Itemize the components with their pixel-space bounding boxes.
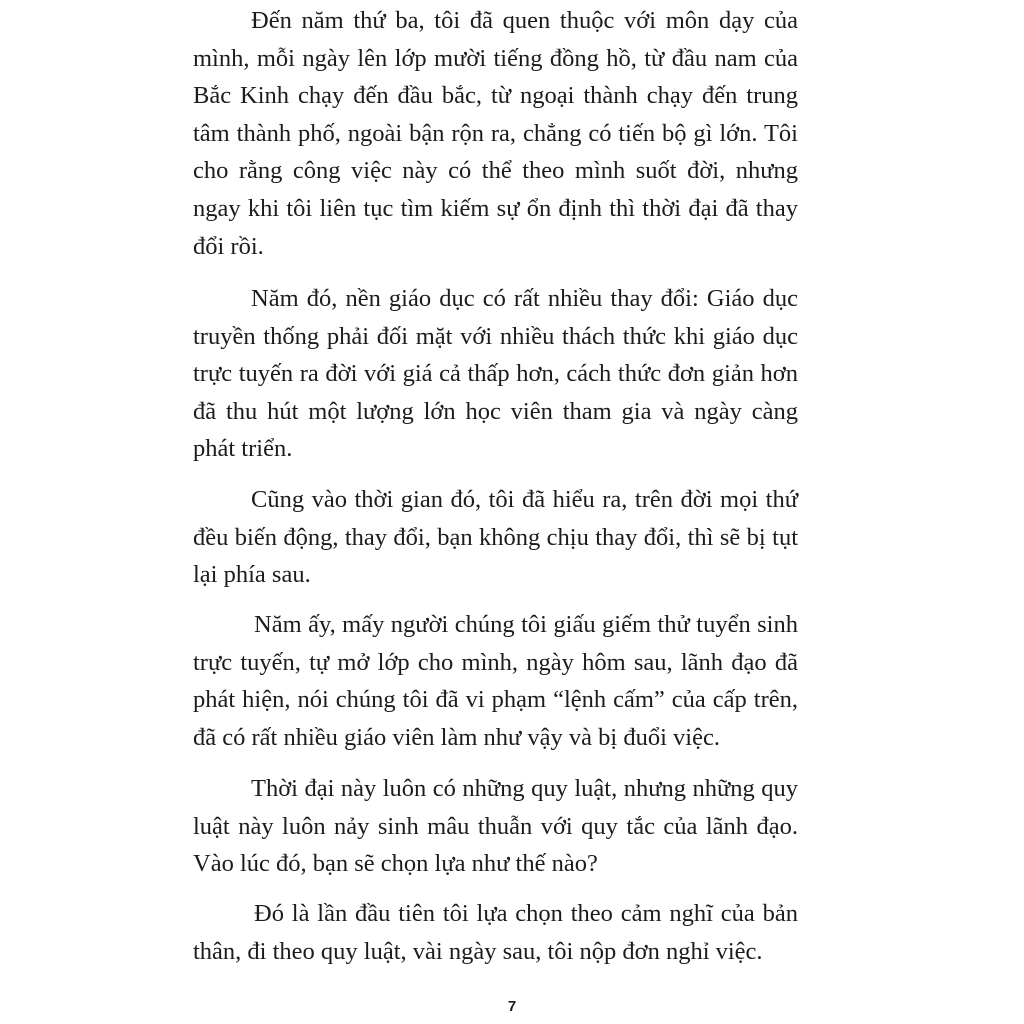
page-number: 7 — [507, 998, 517, 1015]
paragraph-3 — [193, 481, 798, 594]
text-line: tâm thành phố, ngoài bận rộn ra, chẳng có tiến bộ gì lớn. Tôi — [193, 119, 798, 147]
text-line: Vào lúc đó, bạn sẽ chọn lựa như thế nào? — [193, 850, 598, 878]
text-line: Bắc Kinh chạy đến đầu bắc, từ ngoại thành chạy đến trung — [193, 82, 798, 110]
paragraph-5 — [193, 770, 798, 883]
paragraph-4 — [193, 606, 798, 756]
text-line: mình, mỗi ngày lên lớp mười tiếng đồng hồ, từ đầu nam của — [193, 44, 798, 72]
text-line: Năm ấy, mấy người chúng tôi giấu giếm thử tuyển sinh — [254, 611, 798, 638]
text-line: cho rằng công việc này có thể theo mình suốt đời, nhưng — [193, 157, 798, 185]
paragraph-2 — [193, 280, 798, 468]
text-line: Cũng vào thời gian đó, tôi đã hiểu ra, trên đời mọi thứ — [251, 486, 798, 513]
text-line: luật này luôn nảy sinh mâu thuẫn với quy tắc của lãnh đạo. — [193, 812, 798, 840]
text-line: Đến năm thứ ba, tôi đã quen thuộc với môn dạy của — [251, 7, 798, 34]
paragraph-6 — [193, 895, 798, 970]
text-line: đổi rồi. — [193, 232, 264, 260]
text-line: ngay khi tôi liên tục tìm kiếm sự ổn định thì thời đại đã thay — [193, 194, 798, 222]
text-line: thân, đi theo quy luật, vài ngày sau, tôi nộp đơn nghỉ việc. — [193, 937, 763, 965]
text-line: đã có rất nhiều giáo viên làm như vậy và bị đuổi việc. — [193, 723, 720, 751]
text-line: phát hiện, nói chúng tôi đã vi phạm “lệnh cấm” của cấp trên, — [193, 686, 798, 714]
text-line: truyền thống phải đối mặt với nhiều thách thức khi giáo dục — [193, 322, 798, 350]
text-line: Đó là lần đầu tiên tôi lựa chọn theo cảm nghĩ của bản — [254, 900, 798, 927]
paragraph-1 — [193, 2, 798, 265]
text-line: Năm đó, nền giáo dục có rất nhiều thay đổi: Giáo dục — [251, 285, 798, 312]
text-line: đều biến động, thay đổi, bạn không chịu thay đổi, thì sẽ bị tụt — [193, 523, 798, 551]
text-line: đã thu hút một lượng lớn học viên tham gia và ngày càng — [193, 397, 798, 425]
text-line: trực tuyến, tự mở lớp cho mình, ngày hôm sau, lãnh đạo đã — [193, 648, 798, 676]
text-line: phát triển. — [193, 435, 293, 463]
text-line: Thời đại này luôn có những quy luật, nhưng những quy — [251, 775, 798, 802]
text-line: trực tuyến ra đời với giá cả thấp hơn, cách thức đơn giản hơn — [193, 360, 798, 388]
text-line: lại phía sau. — [193, 561, 311, 589]
